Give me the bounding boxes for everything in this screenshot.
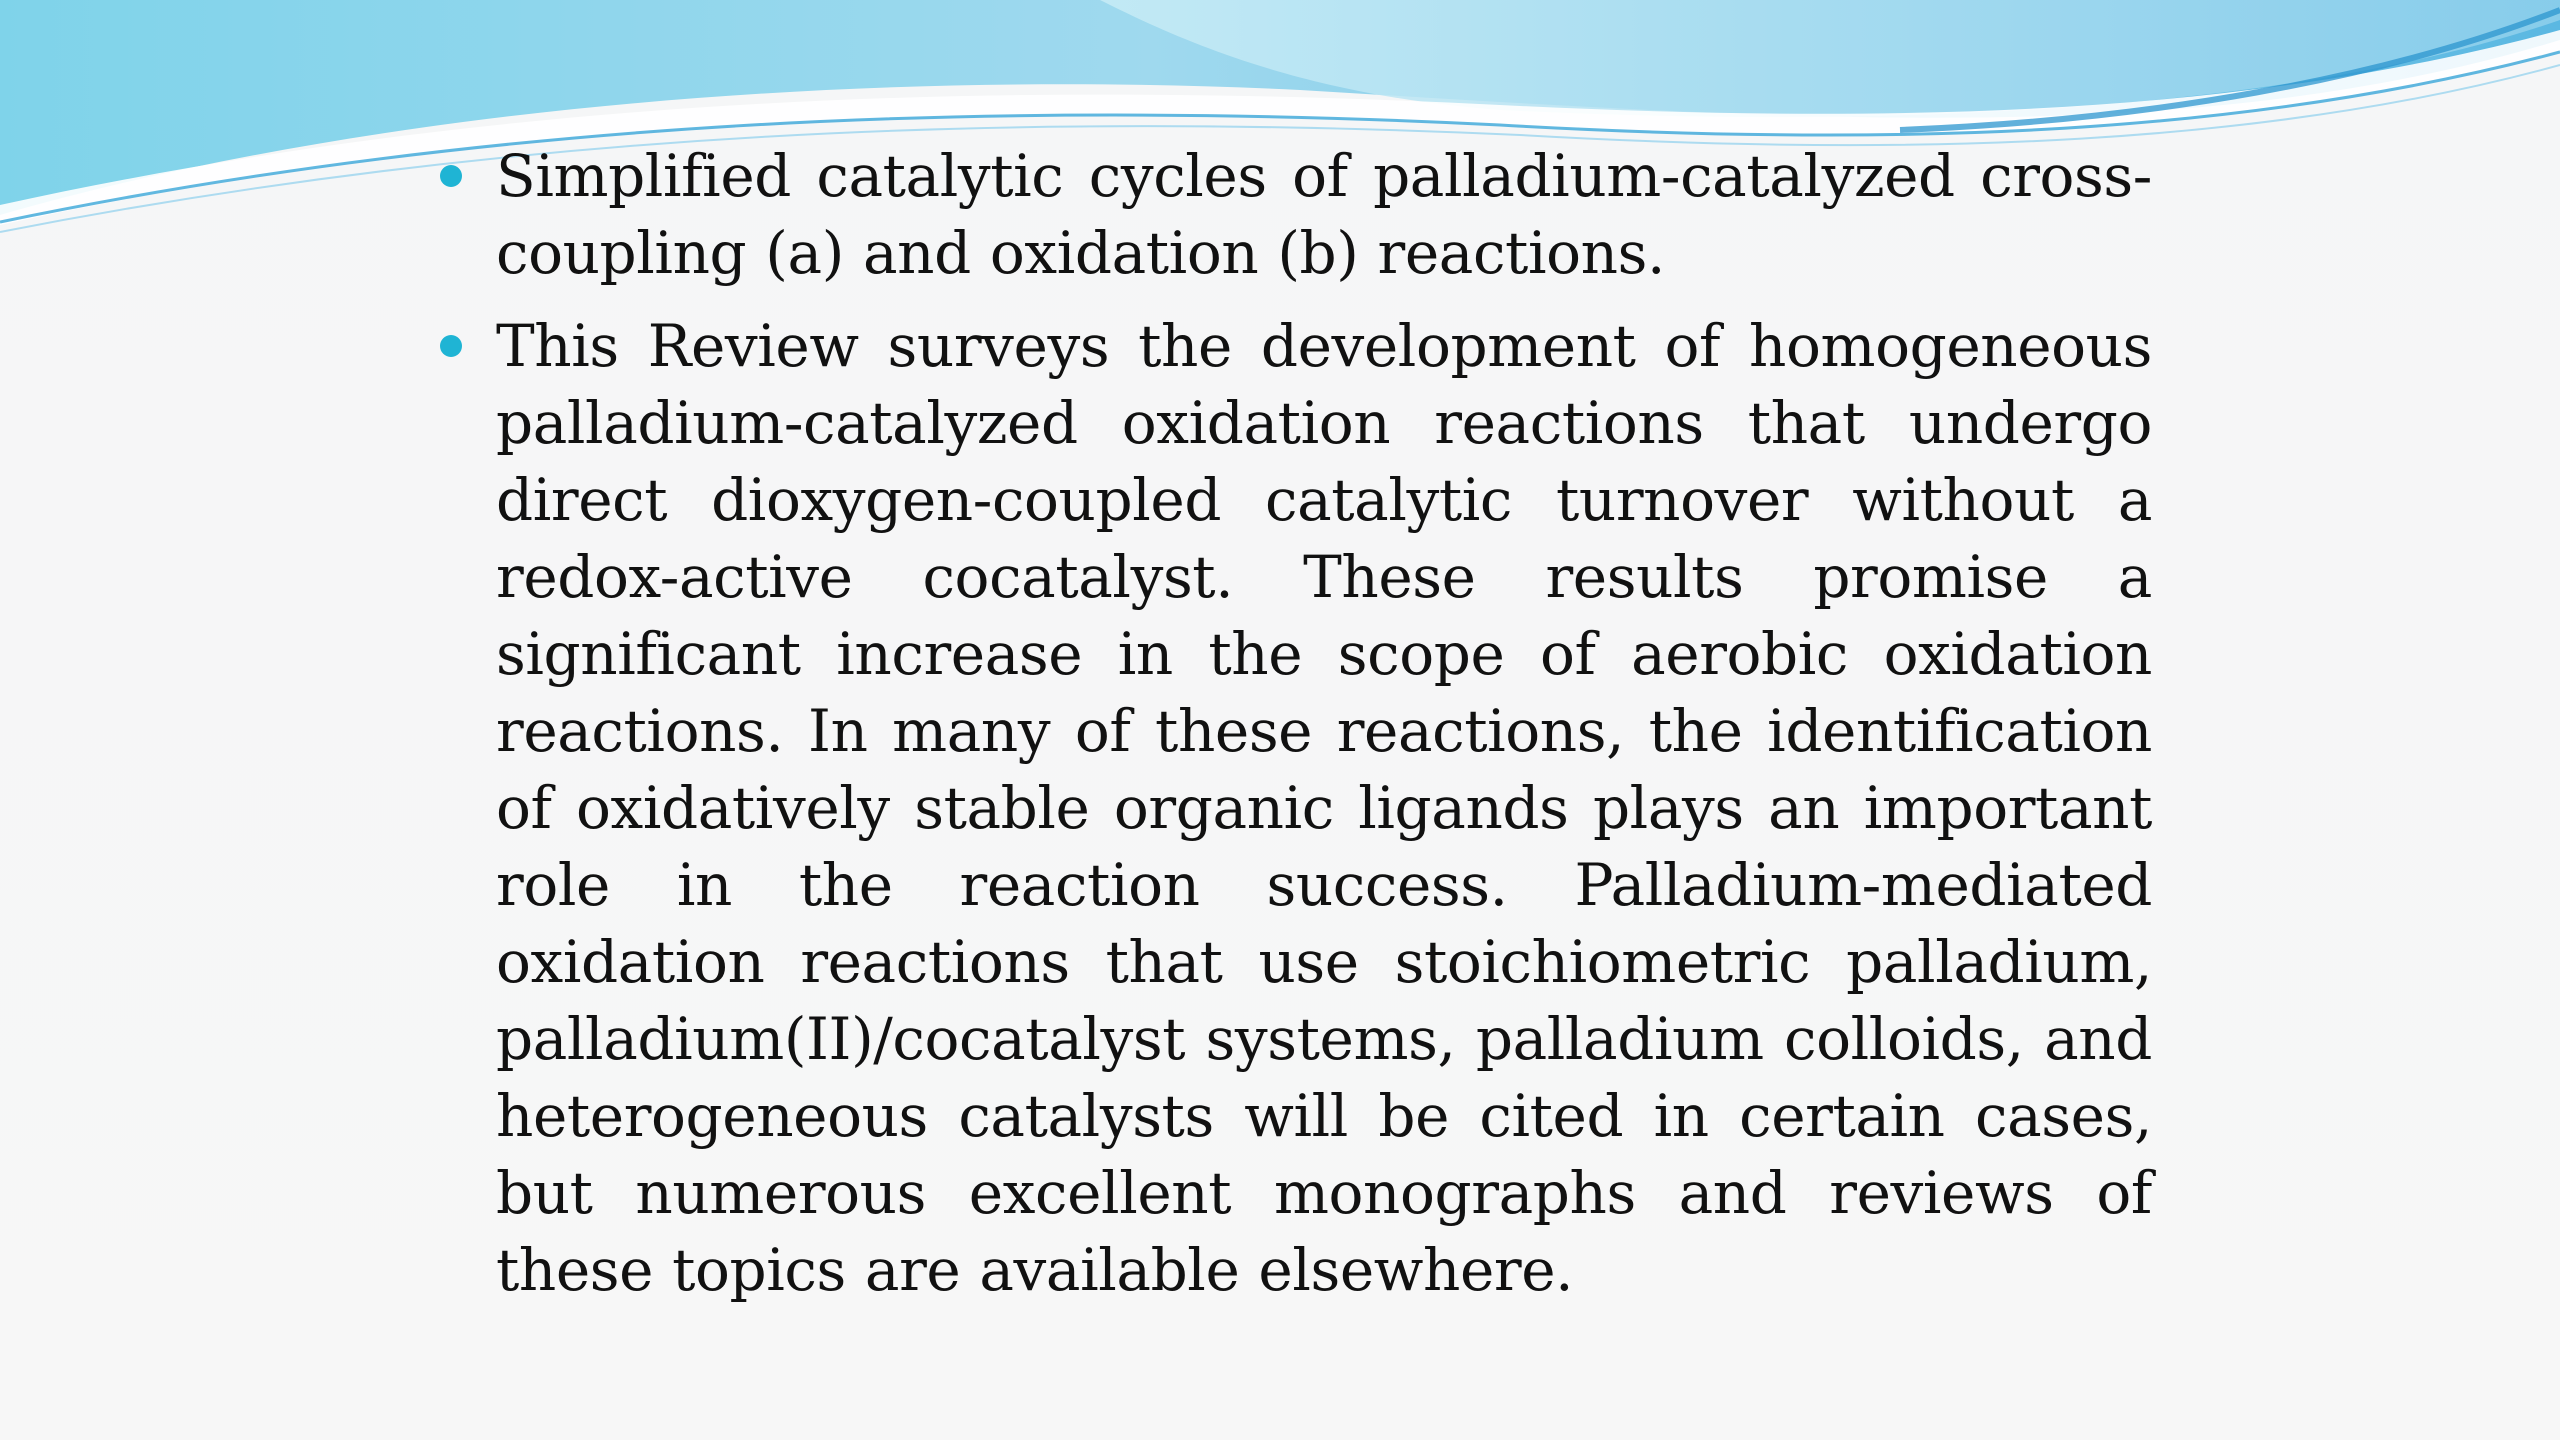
bullet-item — [440, 138, 2152, 292]
slide-content — [440, 138, 2152, 1325]
bullet-list — [440, 138, 2152, 1309]
bullet-dot-icon — [440, 165, 462, 187]
bullet-text: This Review surveys the development of homogeneous palladium-catalyzed oxidation reactions that undergo direct dioxygen-coupled catalytic turnover without a redox-active cocatalyst. These results promise a significant increase in the scope of aerobic oxidation reactions. In many of these reactions, the identification of oxidatively stable organic ligands plays an important role in the reaction success. Palladium-mediated oxidation reactions that use stoichiometric palladium, palladium(II)/cocatalyst systems, palladium colloids, and heterogeneous catalysts will be cited in certain cases, but numerous excellent monographs and reviews of these topics are available elsewhere. — [496, 312, 2152, 1304]
bullet-dot-icon — [440, 335, 462, 357]
bullet-text: Simplified catalytic cycles of palladium-catalyzed cross-coupling (a) and oxidation (b) reactions. — [496, 142, 2152, 287]
bullet-item — [440, 308, 2152, 1309]
